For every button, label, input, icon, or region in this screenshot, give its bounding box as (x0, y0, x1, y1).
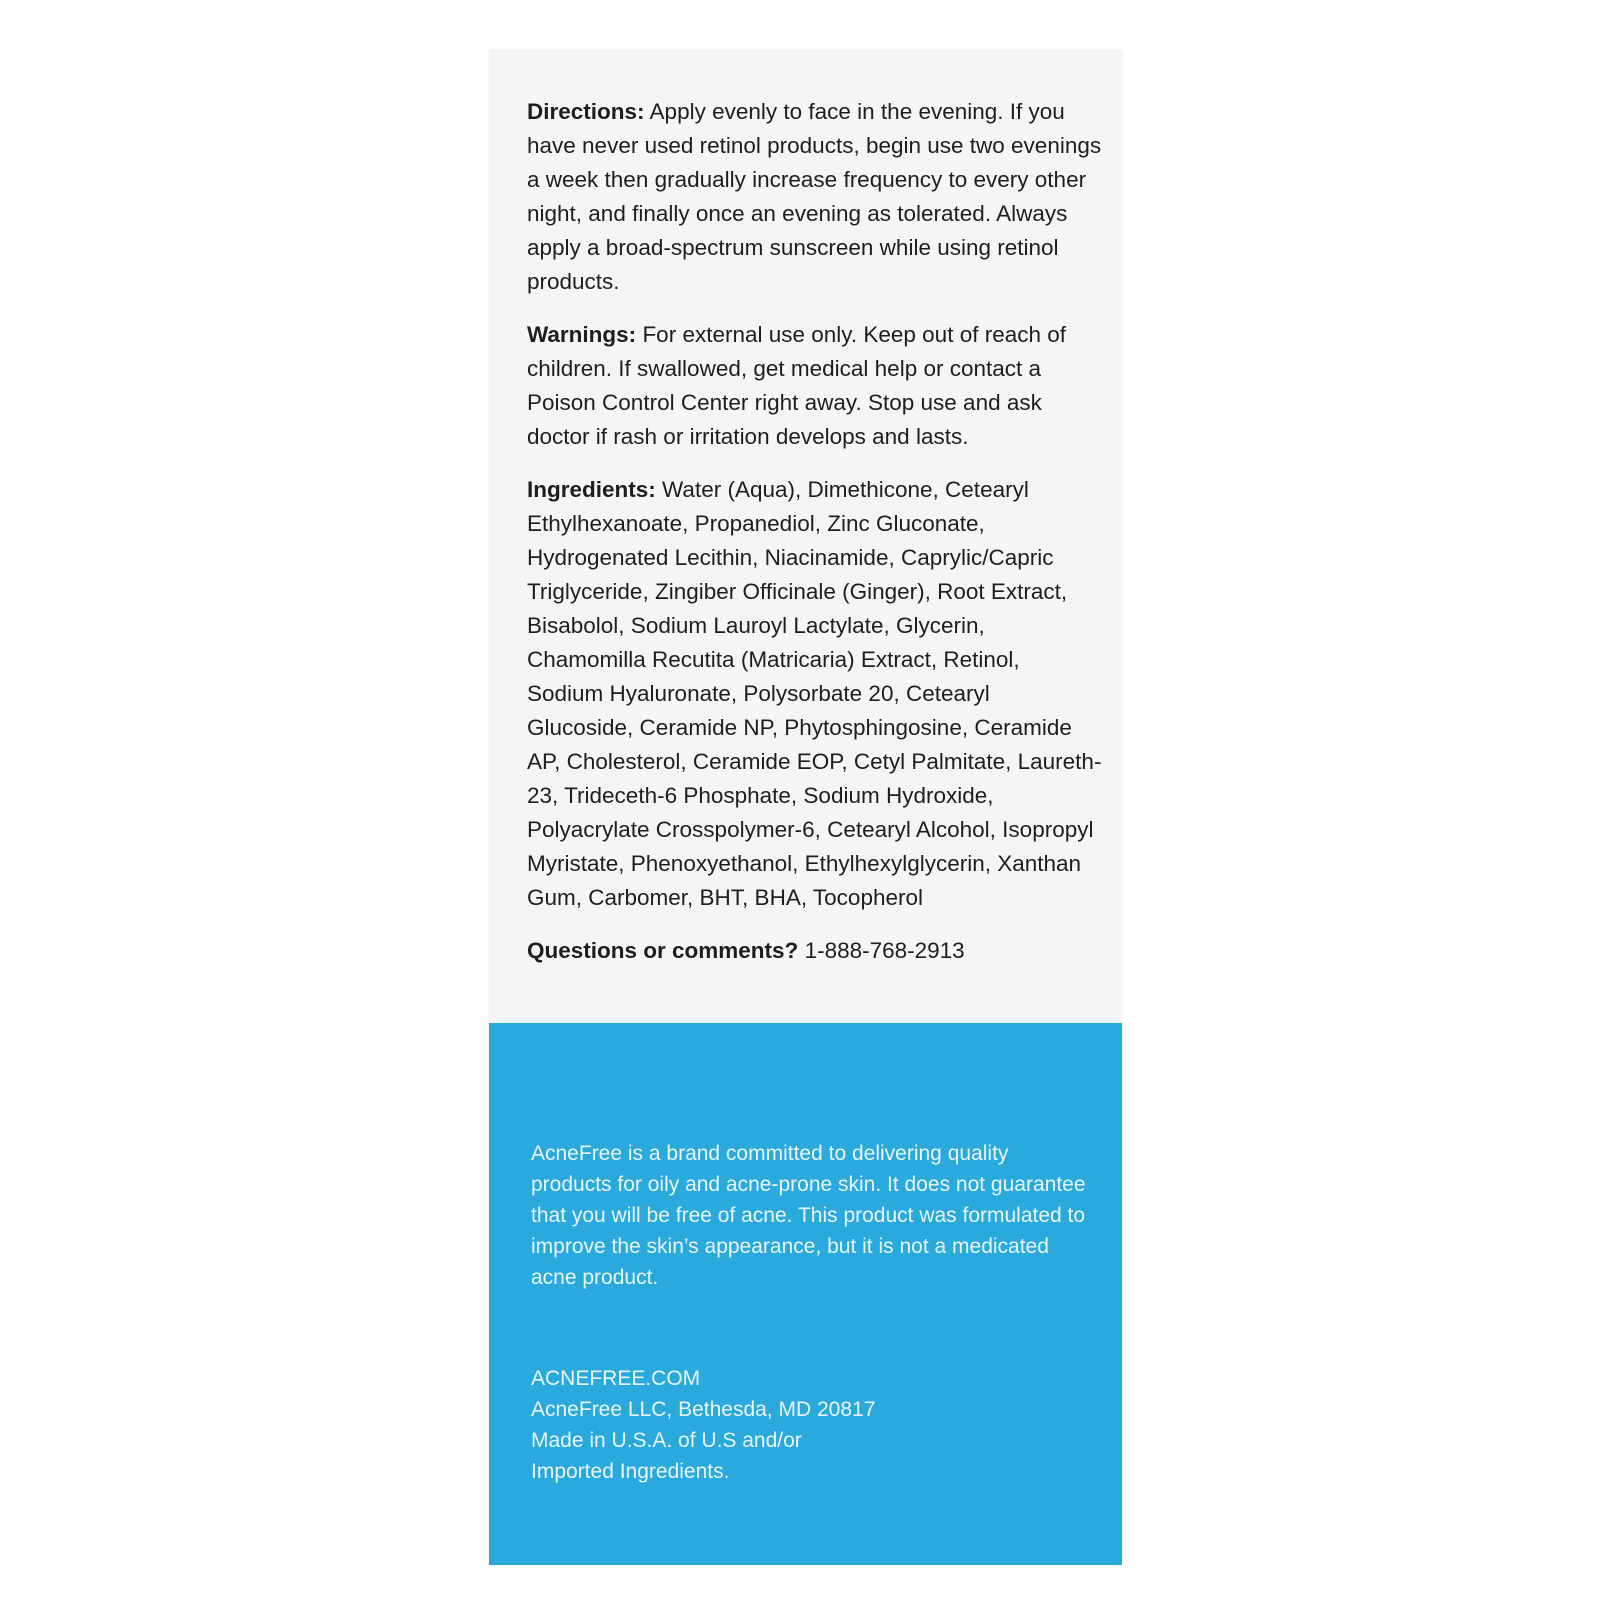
questions-phone: 1-888-768-2913 (804, 938, 965, 963)
company-address: AcneFree LLC, Bethesda, MD 20817 (531, 1398, 876, 1421)
product-box-back-panel (489, 50, 1122, 1565)
warnings-text: For external use only. Keep out of reach of children. If swallowed, get medical help or contact a Poison Control Center right away. Stop use and ask doctor if rash or irritation develops and lasts. (527, 322, 1067, 449)
made-in-line-2: Imported Ingredients. (531, 1460, 730, 1483)
questions-heading: Questions or comments? (527, 938, 799, 963)
directions-heading: Directions: (527, 99, 645, 124)
directions-paragraph (527, 95, 1102, 299)
ingredients-paragraph (527, 473, 1102, 915)
warnings-paragraph (527, 318, 1102, 454)
warnings-heading: Warnings: (527, 322, 637, 347)
label-blue-section (489, 1023, 1122, 1565)
company-website: ACNEFREE.COM (531, 1367, 701, 1390)
made-in-line-1: Made in U.S.A. of U.S and/or (531, 1429, 802, 1452)
questions-paragraph (527, 934, 1102, 968)
ingredients-heading: Ingredients: (527, 477, 656, 502)
label-white-section (489, 50, 1122, 1023)
label-text-block (527, 95, 1102, 987)
directions-text: Apply evenly to face in the evening. If you have never used retinol products, begin use two evenings a week then gradually increase frequency to every other night, and finally once an evening as tolerated. Always apply a broad-spectrum sunscreen while using retinol products. (527, 99, 1102, 294)
company-info (531, 1363, 1091, 1487)
brand-disclaimer: AcneFree is a brand committed to delivering quality products for oily and acne-prone skin. It does not guarantee that you will be free of acne. This product was formulated to improve the skin’s appearance, but it is not a medicated acne product. (531, 1142, 1086, 1289)
ingredients-text: Water (Aqua), Dimethicone, Cetearyl Ethylhexanoate, Propanediol, Zinc Gluconate, Hydrogenated Lecithin, Niacinamide, Caprylic/Capric Triglyceride, Zingiber Officinale (Ginger), Root Extract, Bisabolol, Sodium Lauroyl Lactylate, Glycerin, Chamomilla Recutita (Matricaria) Extract, Retinol, Sodium Hyaluronate, Polysorbate 20, Cetearyl Glucoside, Ceramide NP, Phytosphingosine, Ceramide AP, Cholesterol, Ceramide EOP, Cetyl Palmitate, Laureth-23, Trideceth-6 Phosphate, Sodium Hydroxide, Polyacrylate Crosspolymer-6, Cetearyl Alcohol, Isopropyl Myristate, Phenoxyethanol, Ethylhexylglycerin, Xanthan Gum, Carbomer, BHT, BHA, Tocopherol (527, 477, 1102, 910)
